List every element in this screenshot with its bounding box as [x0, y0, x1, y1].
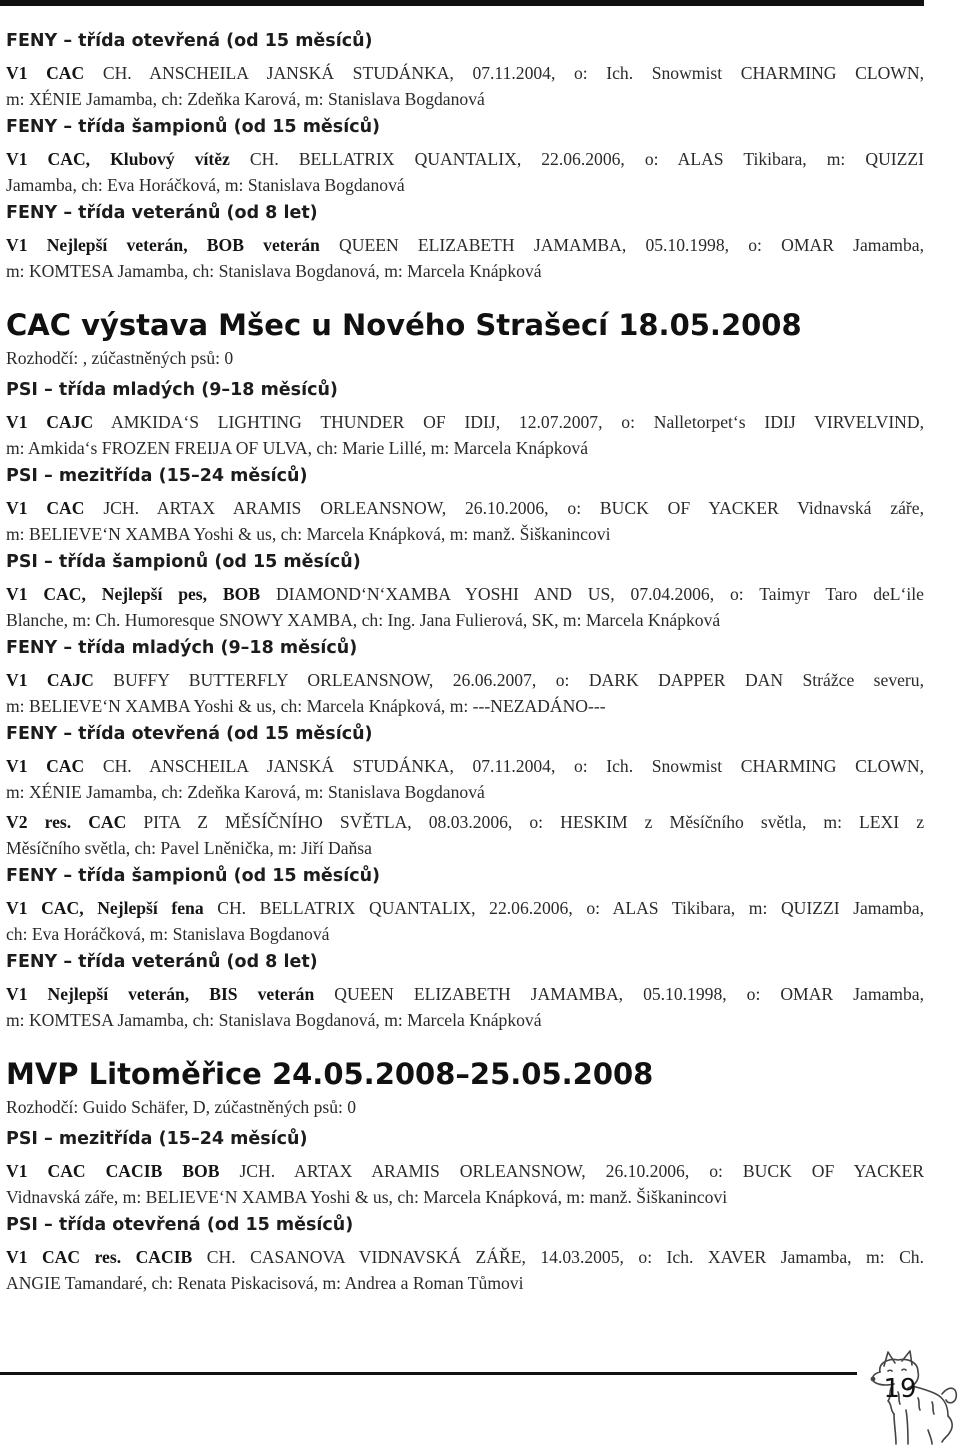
entry-text: BUFFY BUTTERFLY ORLEANSNOW, 26.06.2007, o: DARK DAPPER DAN Strážce severu,: [93, 670, 924, 690]
entry-line: [6, 581, 924, 607]
entry-line: [6, 607, 924, 633]
section-heading: PSI – mezitřída (15–24 měsíců): [6, 1129, 308, 1149]
award-label: V1 Nejlepší veterán, BOB veterán: [6, 235, 320, 255]
entry-text: CH. ANSCHEILA JANSKÁ STUDÁNKA, 07.11.2004, o: Ich. Snowmist CHARMING CLOWN,: [84, 63, 924, 83]
award-label: V1 CAC res. CACIB: [6, 1247, 193, 1267]
entry-text: m: XÉNIE Jamamba, ch: Zdeňka Karová, m: Stanislava Bogdanová: [6, 89, 485, 109]
entry-line: [6, 86, 924, 112]
entry-text: CH. BELLATRIX QUANTALIX, 22.06.2006, o: ALAS Tikibara, m: QUIZZI: [229, 149, 924, 169]
result-entry: [6, 581, 924, 633]
judge-line: Rozhodčí: Guido Schäfer, D, zúčastněných psů: 0: [6, 1097, 357, 1117]
page-number: 19: [883, 1374, 917, 1404]
section-heading: PSI – mezitřída (15–24 měsíců): [6, 466, 308, 486]
entry-line: [6, 172, 924, 198]
award-label: V1 CAJC: [6, 670, 94, 690]
entry-text: PITA Z MĚSÍČNÍHO SVĚTLA, 08.03.2006, o: HESKIM z Měsíčního světla, m: LEXI z: [126, 812, 925, 832]
show-title: MVP Litoměřice 24.05.2008–25.05.2008: [6, 1057, 654, 1091]
award-label: V1 CAC CACIB BOB: [6, 1161, 220, 1181]
result-entry: [6, 753, 924, 805]
section-heading: PSI – třída mladých (9–18 měsíců): [6, 380, 338, 400]
entry-line: [6, 667, 924, 693]
entry-line: [6, 409, 924, 435]
entry-text: ANGIE Tamandaré, ch: Renata Piskacisová, m: Andrea a Roman Tůmovi: [6, 1273, 524, 1293]
result-entry: [6, 809, 924, 861]
entry-text: AMKIDA‘S LIGHTING THUNDER OF IDIJ, 12.07.2007, o: Nalletorpet‘s IDIJ VIRVELVIND,: [93, 412, 924, 432]
result-entry: [6, 232, 924, 284]
section-heading: FENY – třída šampionů (od 15 měsíců): [6, 117, 381, 137]
entry-text: JCH. ARTAX ARAMIS ORLEANSNOW, 26.10.2006, o: BUCK OF YACKER Vidnavská záře,: [84, 498, 924, 518]
entry-text: CH. ANSCHEILA JANSKÁ STUDÁNKA, 07.11.2004, o: Ich. Snowmist CHARMING CLOWN,: [84, 756, 924, 776]
entry-line: [6, 1270, 924, 1296]
entry-line: [6, 779, 924, 805]
award-label: V1 CAJC: [6, 412, 94, 432]
award-label: V1 CAC: [6, 63, 85, 83]
show-title: CAC výstava Mšec u Nového Strašecí 18.05.2008: [6, 308, 802, 342]
result-entry: [6, 60, 924, 112]
entry-line: [6, 835, 924, 861]
award-label: V1 CAC: [6, 756, 85, 776]
section-heading: FENY – třída otevřená (od 15 měsíců): [6, 724, 373, 744]
entry-line: [6, 495, 924, 521]
section-heading: PSI – třída šampionů (od 15 měsíců): [6, 552, 361, 572]
entry-line: [6, 753, 924, 779]
entry-text: m: BELIEVE‘N XAMBA Yoshi & us, ch: Marcela Knápková, m: ---NEZADÁNO---: [6, 696, 606, 716]
award-label: V1 CAC, Nejlepší fena: [6, 898, 204, 918]
entry-text: Blanche, m: Ch. Humoresque SNOWY XAMBA, ch: Ing. Jana Fulierová, SK, m: Marcela Knápková: [6, 610, 721, 630]
top-rule: [0, 0, 924, 6]
result-entry: [6, 667, 924, 719]
result-entry: [6, 981, 924, 1033]
result-entry: [6, 495, 924, 547]
result-entry: [6, 409, 924, 461]
entry-text: m: BELIEVE‘N XAMBA Yoshi & us, ch: Marcela Knápková, m: manž. Šiškanincovi: [6, 524, 611, 544]
entry-line: [6, 146, 924, 172]
entry-line: [6, 809, 924, 835]
entry-text: CH. BELLATRIX QUANTALIX, 22.06.2006, o: ALAS Tikibara, m: QUIZZI Jamamba,: [203, 898, 924, 918]
award-label: V2 res. CAC: [6, 812, 127, 832]
entry-line: [6, 1158, 924, 1184]
entry-text: m: KOMTESA Jamamba, ch: Stanislava Bogdanová, m: Marcela Knápková: [6, 261, 542, 281]
entry-line: [6, 435, 924, 461]
entry-text: Měsíčního světla, ch: Pavel Lněnička, m: Jiří Daňsa: [6, 838, 372, 858]
footer-rule: [0, 1372, 857, 1375]
entry-text: m: KOMTESA Jamamba, ch: Stanislava Bogdanová, m: Marcela Knápková: [6, 1010, 542, 1030]
entry-line: [6, 895, 924, 921]
entry-line: [6, 232, 924, 258]
entry-line: [6, 60, 924, 86]
entry-text: m: Amkida‘s FROZEN FREIJA OF ULVA, ch: Marie Lillé, m: Marcela Knápková: [6, 438, 589, 458]
entry-text: DIAMOND‘N‘XAMBA YOSHI AND US, 07.04.2006, o: Taimyr Taro deL‘ile: [260, 584, 924, 604]
entry-text: CH. CASANOVA VIDNAVSKÁ ZÁŘE, 14.03.2005, o: Ich. XAVER Jamamba, m: Ch.: [192, 1247, 924, 1267]
judge-line: Rozhodčí: , zúčastněných psů: 0: [6, 348, 234, 368]
section-heading: FENY – třída šampionů (od 15 měsíců): [6, 866, 381, 886]
result-entry: [6, 146, 924, 198]
entry-text: JCH. ARTAX ARAMIS ORLEANSNOW, 26.10.2006, o: BUCK OF YACKER: [219, 1161, 925, 1181]
entry-line: [6, 1184, 924, 1210]
entry-line: [6, 981, 924, 1007]
award-label: V1 CAC: [6, 498, 85, 518]
section-heading: FENY – třída mladých (9–18 měsíců): [6, 638, 358, 658]
result-entry: [6, 895, 924, 947]
award-label: V1 CAC, Nejlepší pes, BOB: [6, 584, 261, 604]
entry-line: [6, 1244, 924, 1270]
entry-line: [6, 258, 924, 284]
entry-text: QUEEN ELIZABETH JAMAMBA, 05.10.1998, o: OMAR Jamamba,: [314, 984, 924, 1004]
result-entry: [6, 1158, 924, 1210]
result-entry: [6, 1244, 924, 1296]
award-label: V1 CAC, Klubový vítěz: [6, 149, 230, 169]
entry-line: [6, 693, 924, 719]
section-heading: PSI – třída otevřená (od 15 měsíců): [6, 1215, 354, 1235]
entry-text: ch: Eva Horáčková, m: Stanislava Bogdanová: [6, 924, 330, 944]
entry-line: [6, 1007, 924, 1033]
entry-text: QUEEN ELIZABETH JAMAMBA, 05.10.1998, o: OMAR Jamamba,: [319, 235, 924, 255]
document-body: [6, 26, 924, 1300]
section-heading: FENY – třída veteránů (od 8 let): [6, 952, 318, 972]
entry-text: m: XÉNIE Jamamba, ch: Zdeňka Karová, m: Stanislava Bogdanová: [6, 782, 485, 802]
section-heading: FENY – třída otevřená (od 15 měsíců): [6, 31, 373, 51]
award-label: V1 Nejlepší veterán, BIS veterán: [6, 984, 315, 1004]
entry-text: Jamamba, ch: Eva Horáčková, m: Stanislava Bogdanová: [6, 175, 405, 195]
entry-line: [6, 921, 924, 947]
entry-line: [6, 521, 924, 547]
section-heading: FENY – třída veteránů (od 8 let): [6, 203, 318, 223]
entry-text: Vidnavská záře, m: BELIEVE‘N XAMBA Yoshi & us, ch: Marcela Knápková, m: manž. Šiškanincovi: [6, 1187, 728, 1207]
